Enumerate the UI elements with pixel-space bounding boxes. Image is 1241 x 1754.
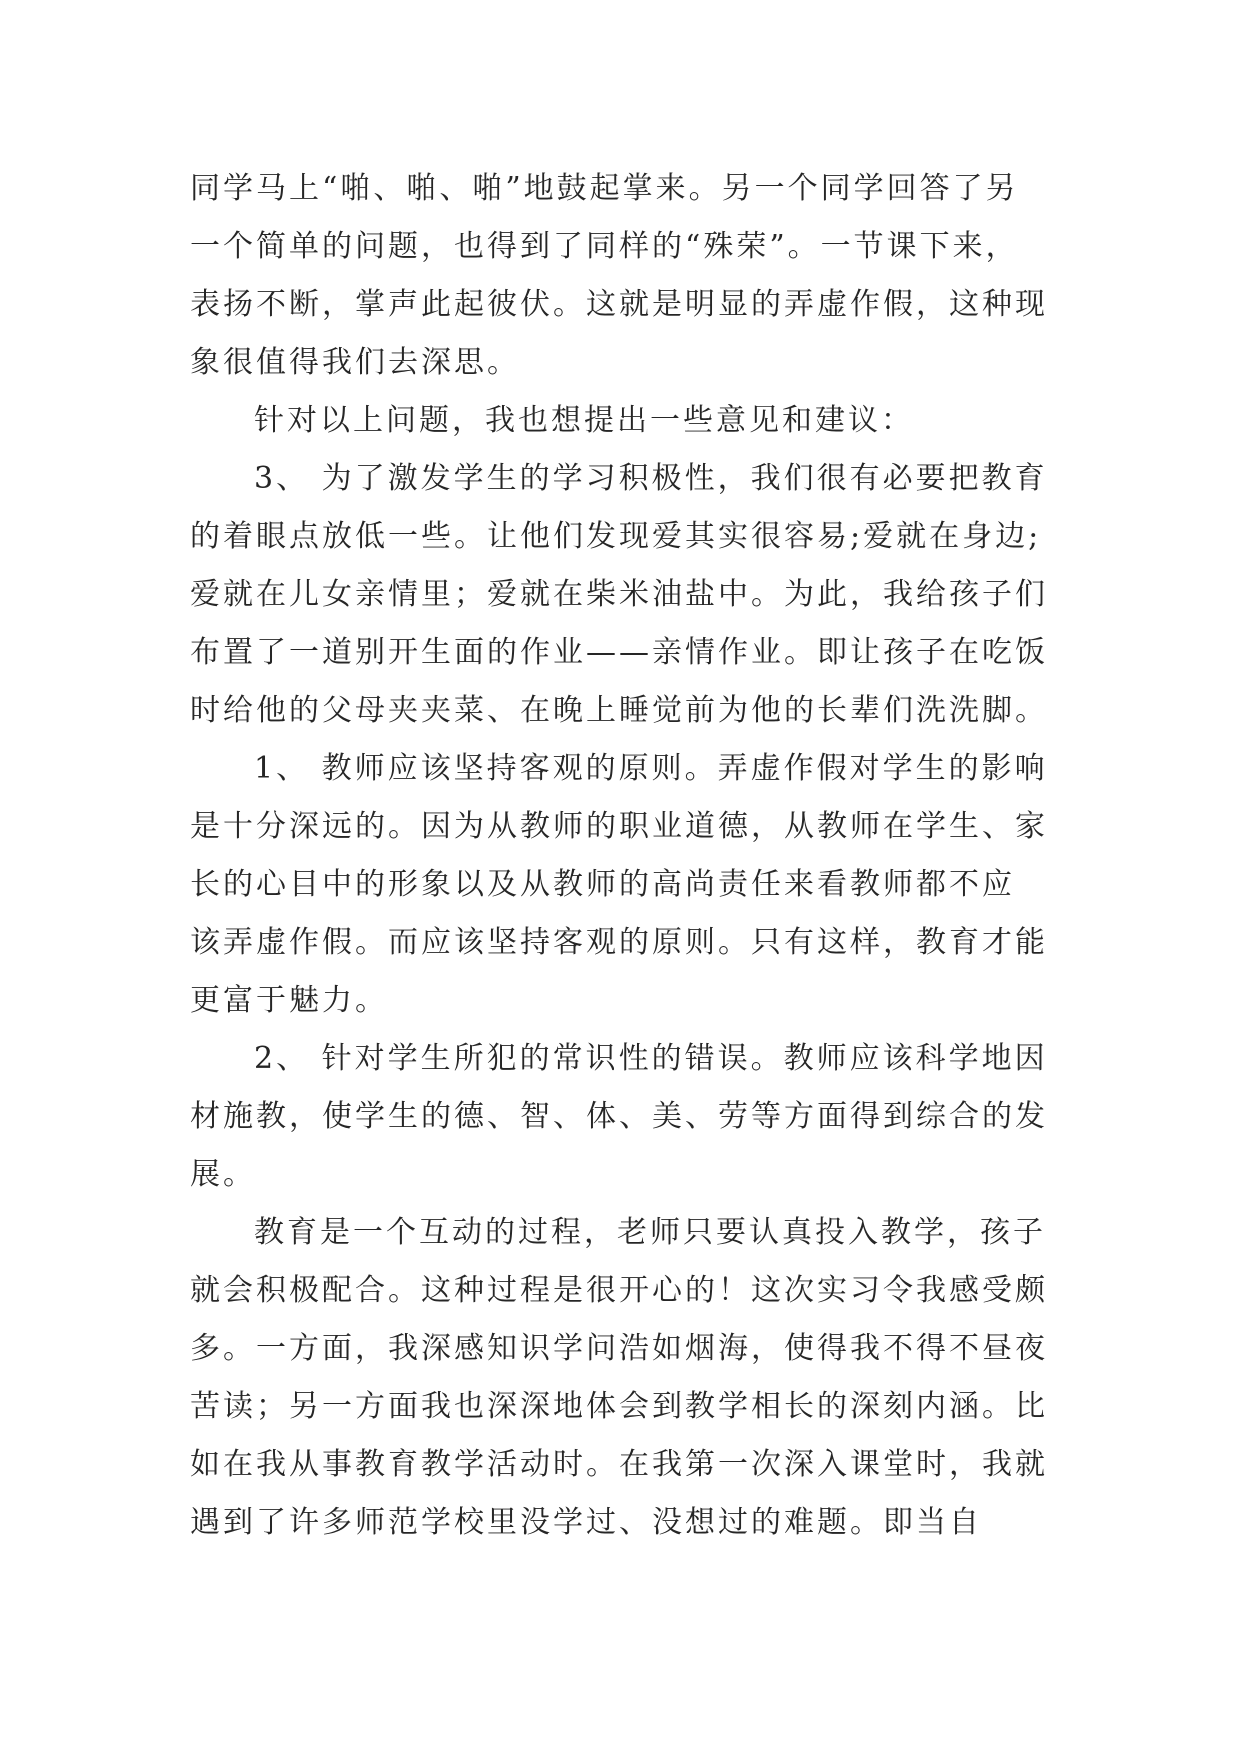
document-body bbox=[190, 160, 1070, 1552]
text-line: 布置了一道别开生面的作业——亲情作业。即让孩子在吃饭 bbox=[190, 635, 1048, 670]
text-line: 表扬不断，掌声此起彼伏。这就是明显的弄虚作假，这种现 bbox=[190, 287, 1048, 322]
list-item-2: 2、 针对学生所犯的常识性的错误。教师应该科学地因 bbox=[254, 1041, 1048, 1076]
text-line: 教育是一个互动的过程，老师只要认真投入教学，孩子 bbox=[254, 1215, 1046, 1250]
text-line: 爱就在儿女亲情里；爱就在柴米油盐中。为此，我给孩子们 bbox=[190, 577, 1048, 612]
text-line: 遇到了许多师范学校里没学过、没想过的难题。即当自 bbox=[190, 1505, 982, 1540]
text-line: 是十分深远的。因为从教师的职业道德，从教师在学生、家 bbox=[190, 809, 1048, 844]
text-line: 象很值得我们去深思。 bbox=[190, 345, 520, 380]
text-line: 针对以上问题，我也想提出一些意见和建议： bbox=[254, 403, 914, 438]
text-line: 多。一方面，我深感知识学问浩如烟海，使得我不得不昼夜 bbox=[190, 1331, 1048, 1366]
text-line: 同学马上“啪、啪、啪”地鼓起掌来。另一个同学回答了另 bbox=[190, 171, 1019, 206]
text-line: 展。 bbox=[190, 1157, 256, 1192]
text-line: 就会积极配合。这种过程是很开心的！这次实习令我感受颇 bbox=[190, 1273, 1048, 1308]
text-line: 材施教，使学生的德、智、体、美、劳等方面得到综合的发 bbox=[190, 1099, 1048, 1134]
text-line: 如在我从事教育教学活动时。在我第一次深入课堂时，我就 bbox=[190, 1447, 1048, 1482]
list-item-1: 1、 教师应该坚持客观的原则。弄虚作假对学生的影响 bbox=[254, 751, 1048, 786]
list-item-3: 3、 为了激发学生的学习积极性，我们很有必要把教育 bbox=[254, 461, 1048, 496]
text-line: 长的心目中的形象以及从教师的高尚责任来看教师都不应 bbox=[190, 867, 1015, 902]
text-line: 一个简单的问题，也得到了同样的“殊荣”。一节课下来， bbox=[190, 229, 1019, 264]
text-line: 该弄虚作假。而应该坚持客观的原则。只有这样，教育才能 bbox=[190, 925, 1048, 960]
text-line: 苦读；另一方面我也深深地体会到教学相长的深刻内涵。比 bbox=[190, 1389, 1048, 1424]
text-line: 时给他的父母夹夹菜、在晚上睡觉前为他的长辈们洗洗脚。 bbox=[190, 693, 1048, 728]
text-line: 更富于魅力。 bbox=[190, 983, 388, 1018]
text-line: 的着眼点放低一些。让他们发现爱其实很容易;爱就在身边; bbox=[190, 519, 1042, 554]
